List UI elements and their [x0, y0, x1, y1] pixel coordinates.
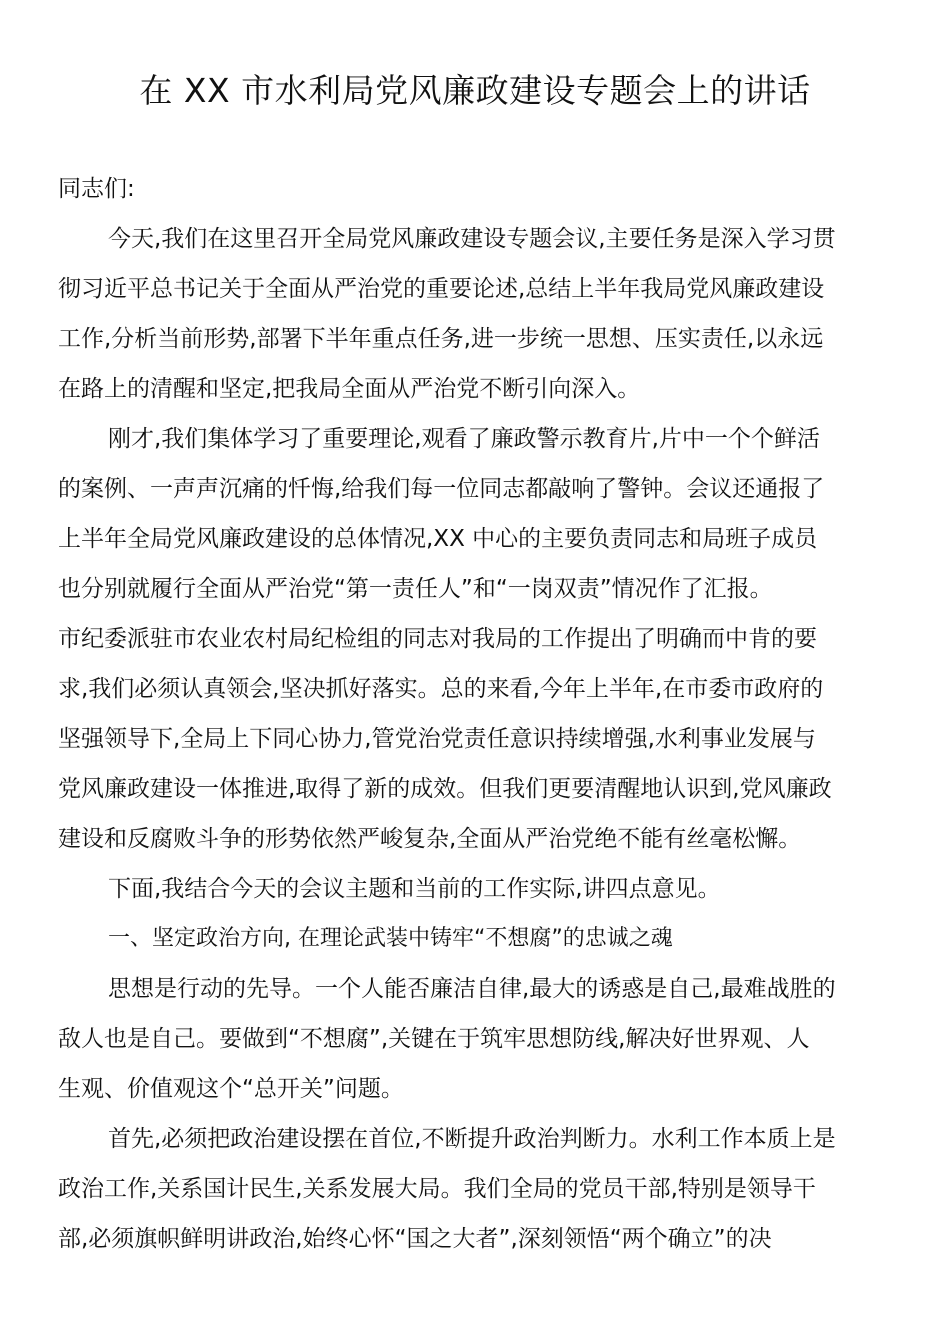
paragraph-line: 也分别就履行全面从严治党“第一责任人”和“一岗双责”情况作了汇报。 [58, 576, 773, 602]
paragraph-line: 彻习近平总书记关于全面从严治党的重要论述,总结上半年我局党风廉政建设 [58, 276, 825, 302]
paragraph-line: 在路上的清醒和坚定,把我局全面从严治党不断引向深入。 [58, 376, 641, 402]
paragraph-line: 坚强领导下,全局上下同心协力,管党治党责任意识持续增强,水利事业发展与 [58, 726, 816, 752]
paragraph-line: 的案例、一声声沉痛的忏悔,给我们每一位同志都敲响了警钟。会议还通报了 [58, 476, 825, 502]
paragraph-line: 思想是行动的先导。一个人能否廉洁自律,最大的诱惑是自己,最难战胜的 [108, 976, 836, 1002]
paragraph-line: 党风廉政建设一体推进,取得了新的成效。但我们更要清醒地认识到,党风廉政 [58, 776, 832, 802]
salutation-line: 同志们: [58, 176, 135, 202]
paragraph-line: 市纪委派驻市农业农村局纪检组的同志对我局的工作提出了明确而中肯的要 [58, 626, 817, 652]
paragraph-line: 工作,分析当前形势,部署下半年重点任务,进一步统一思想、压实责任,以永远 [58, 326, 824, 352]
paragraph-line: 首先,必须把政治建设摆在首位,不断提升政治判断力。水利工作本质上是 [108, 1126, 836, 1152]
paragraph-line: 求,我们必须认真领会,坚决抓好落实。总的来看,今年上半年,在市委市政府的 [58, 676, 824, 702]
paragraph-line: 上半年全局党风廉政建设的总体情况,XX 中心的主要负责同志和局班子成员 [58, 526, 818, 552]
paragraph-line: 今天,我们在这里召开全局党风廉政建设专题会议,主要任务是深入学习贯 [108, 226, 836, 252]
paragraph-line: 刚才,我们集体学习了重要理论,观看了廉政警示教育片,片中一个个鲜活 [108, 426, 820, 452]
section-heading: 一、坚定政治方向, 在理论武装中铸牢“不想腐”的忠诚之魂 [108, 926, 673, 951]
document-title: 在 XX 市水利局党风廉政建设专题会上的讲话 [139, 71, 811, 110]
paragraph-line: 部,必须旗帜鲜明讲政治,始终心怀“国之大者”,深刻领悟“两个确立”的决 [58, 1226, 772, 1252]
paragraph-line: 建设和反腐败斗争的形势依然严峻复杂,全面从严治党绝不能有丝毫松懈。 [58, 826, 802, 852]
paragraph-line: 敌人也是自己。要做到“不想腐”,关键在于筑牢思想防线,解决好世界观、人 [58, 1026, 810, 1052]
paragraph-line: 生观、价值观这个“总开关”问题。 [58, 1076, 404, 1102]
paragraph-line: 政治工作,关系国计民生,关系发展大局。我们全局的党员干部,特别是领导干 [58, 1176, 816, 1202]
document-body [58, 164, 896, 1264]
paragraph-line: 下面,我结合今天的会议主题和当前的工作实际,讲四点意见。 [108, 876, 721, 902]
